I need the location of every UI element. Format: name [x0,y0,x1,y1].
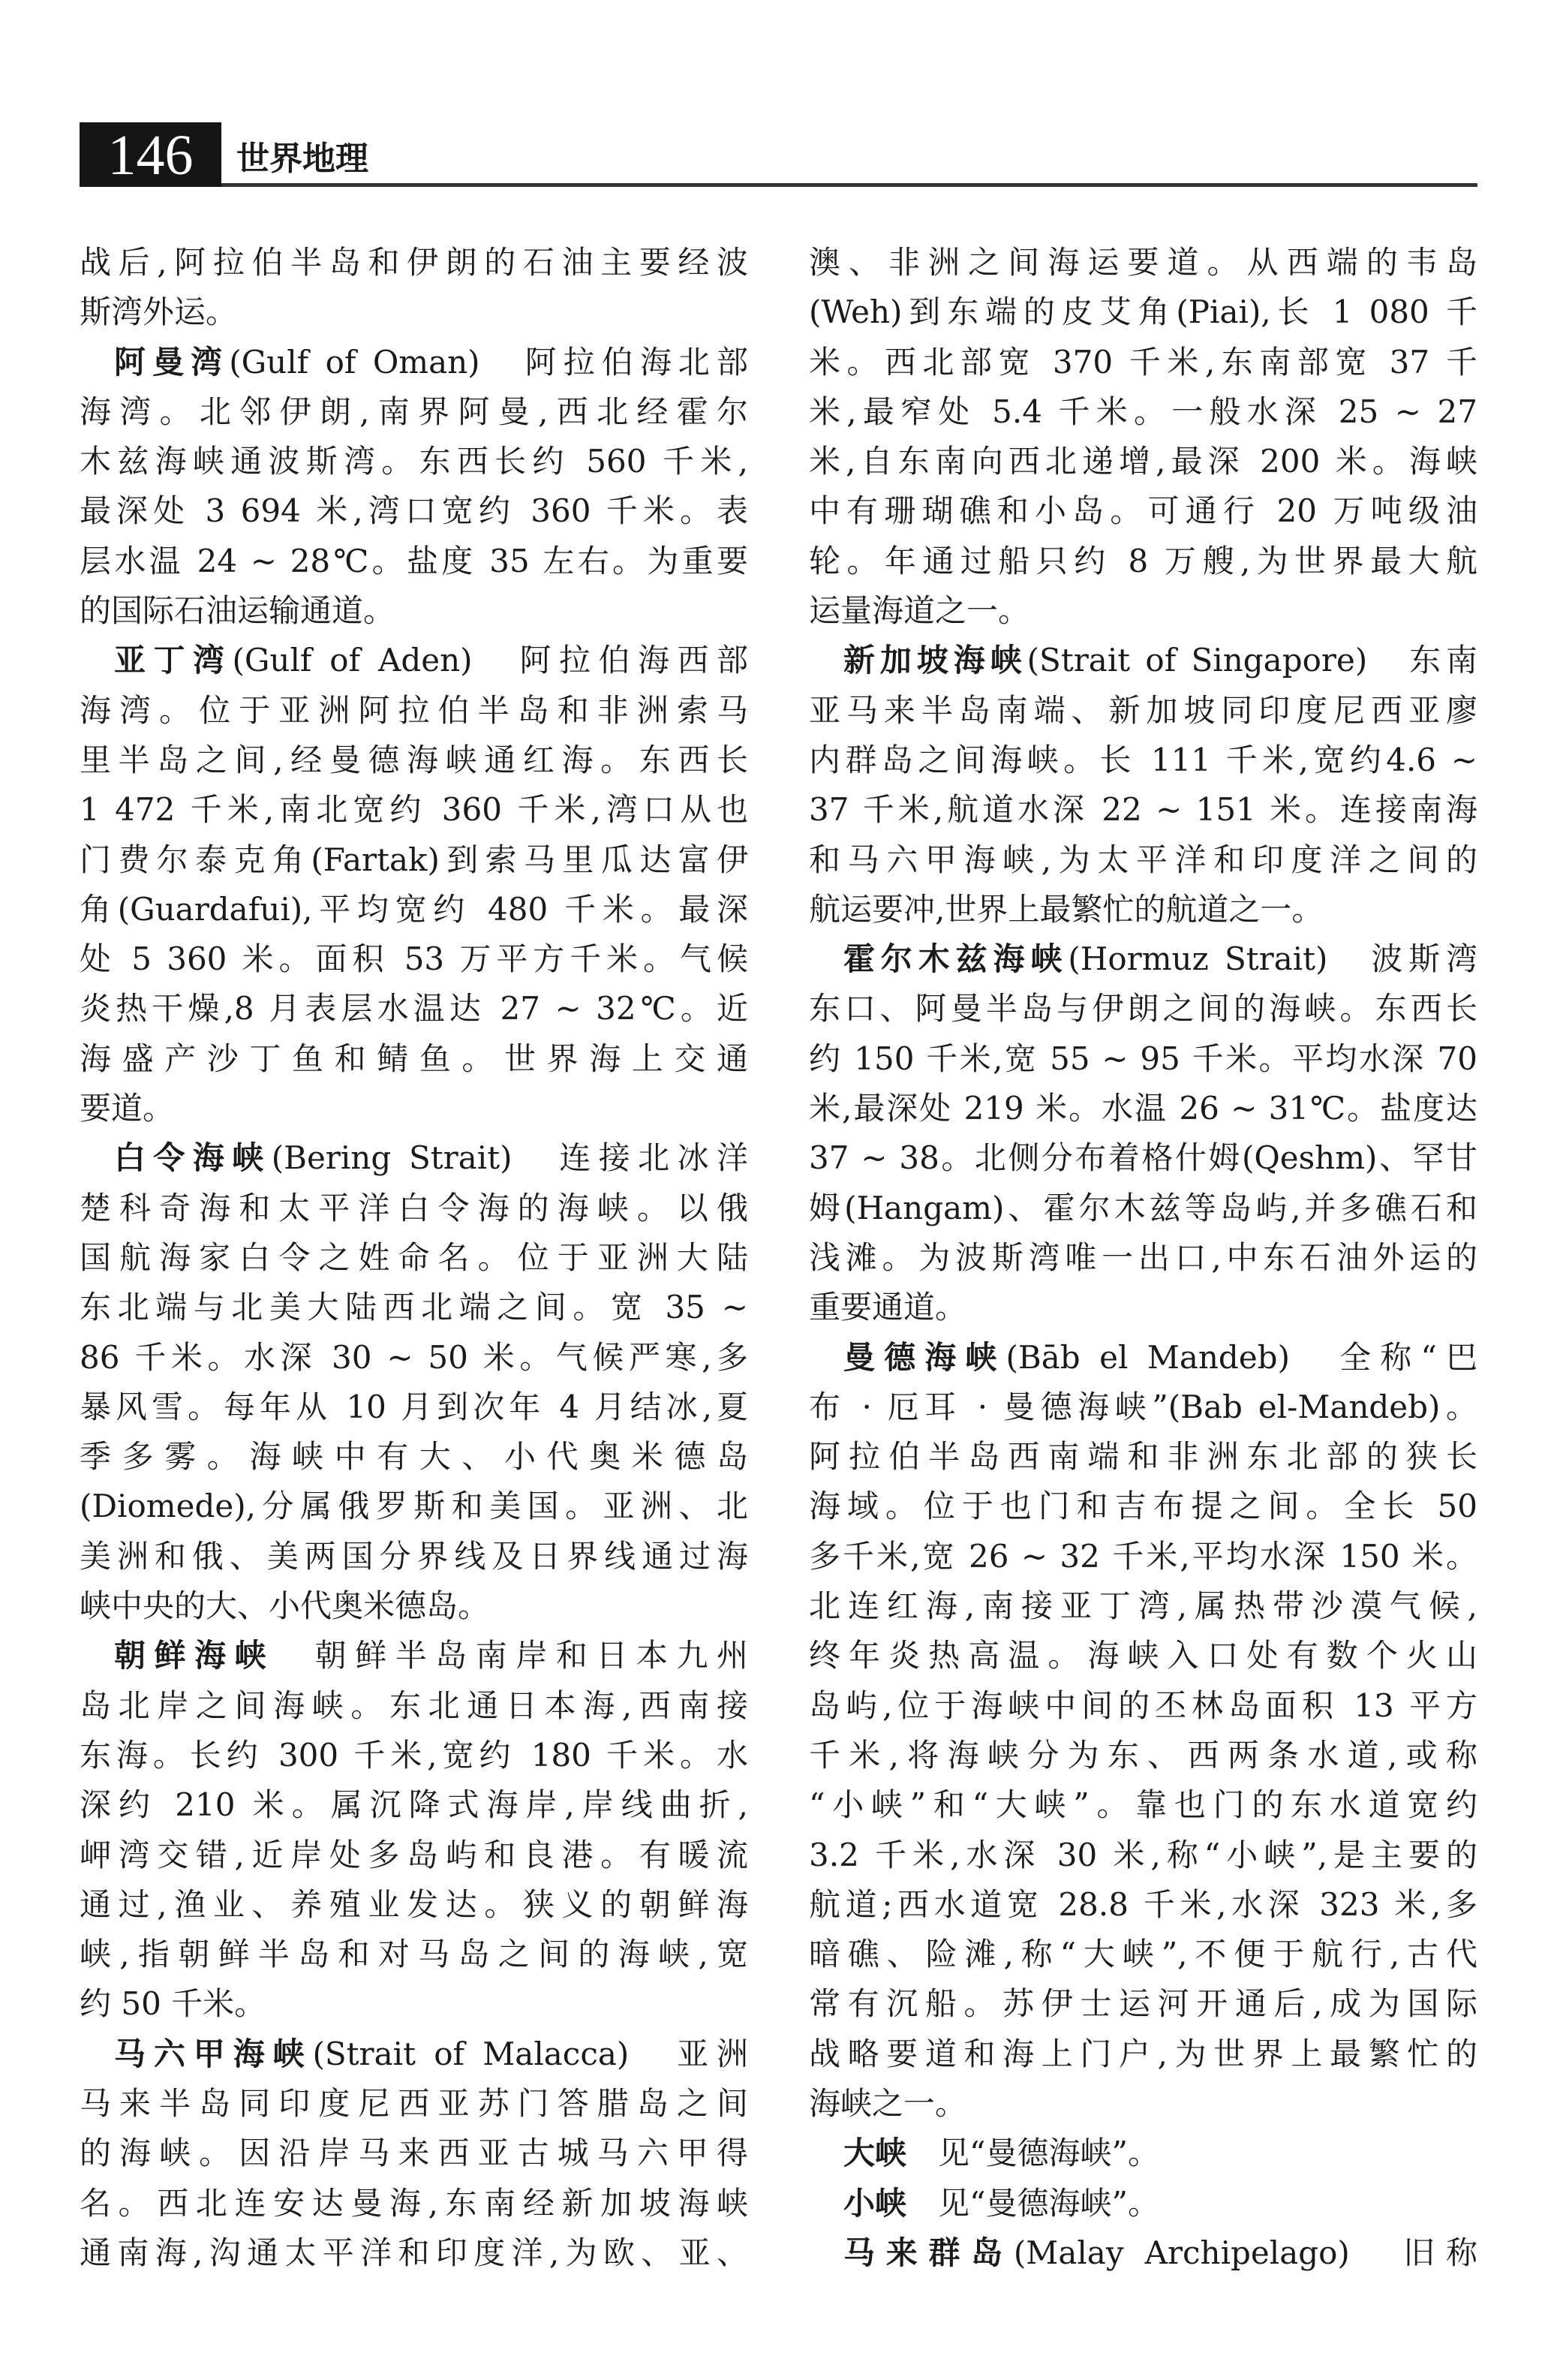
text-line [80,1631,748,1680]
line-text: 处 5 360 米。面积 53 万平方千米。气候 [80,940,748,978]
line-text: 米。西北部宽 370 千米,东南部宽 37 千 [809,343,1477,381]
line-text: 米,自东南向西北递增,最深 200 米。海峡 [809,443,1477,480]
text-line [809,1184,1477,1233]
line-text: 暴风雪。每年从 10 月到次年 4 月结冰,夏 [80,1388,748,1425]
entry-term: 曼德海峡 [843,1338,1006,1376]
line-text: 浅滩。为波斯湾唯一出口,中东石油外运的 [809,1238,1477,1276]
text-line [80,1432,748,1482]
line-text: 岛屿,位于海峡中间的丕林岛面积 13 平方 [809,1686,1477,1724]
left-column [80,238,748,2278]
line-text: 的海峡。因沿岸马来西亚古城马六甲得 [80,2135,748,2172]
text-line [80,1333,748,1383]
text-line [809,486,1477,536]
line-text: 运量海道之一。 [809,592,1030,630]
line-text: 海湾。位于亚洲阿拉伯半岛和非洲索马 [80,691,748,729]
line-text: 通过,渔业、养殖业发达。狭义的朝鲜海 [80,1885,748,1923]
text-line [809,636,1477,685]
line-text: 重要通道。 [809,1289,967,1326]
text-line [809,238,1477,287]
line-text: 楚科奇海和太平洋白令海的海峡。以俄 [80,1189,748,1226]
entry-paragraph [809,636,1477,934]
text-line [80,984,748,1034]
entry-paragraph [809,2179,1477,2228]
line-text: 约 150 千米,宽 55 ~ 95 千米。平均水深 70 [809,1040,1477,1077]
entry-term: 朝鲜海峡 [114,1637,275,1674]
text-line [80,238,748,287]
line-text: 峡中央的大、小代奥米德岛。 [80,1587,490,1625]
text-line [809,686,1477,736]
line-text: 里半岛之间,经曼德海峡通红海。东西长 [80,741,748,778]
entry-paragraph [80,2029,748,2278]
entry-paragraph [809,2129,1477,2178]
line-text: 阿拉伯半岛西南端和非洲东北部的狭长 [809,1438,1477,1476]
text-line [80,1184,748,1233]
entry-paragraph [80,636,748,1133]
line-text: 深约 210 米。属沉降式海岸,岸线曲折, [80,1786,748,1824]
line-text: 米,最窄处 5.4 千米。一般水深 25 ~ 27 [809,393,1477,430]
text-line [80,1233,748,1283]
text-line [809,2179,1477,2228]
line-text: 门费尔泰克角(Fartak)到索马里瓜达富伊 [80,841,748,878]
entry-term: 小峡 [843,2184,907,2222]
line-text: 姆(Hangam)、霍尔木兹等岛屿,并多礁石和 [809,1189,1477,1226]
text-line [80,1780,748,1830]
text-line [80,1133,748,1183]
line-text: 斯湾外运。 [80,293,238,331]
line-text: 见“曼德海峡”。 [906,2184,1159,2222]
text-line [809,2129,1477,2178]
text-line [80,636,748,685]
text-line [809,1930,1477,1979]
line-text: (Weh)到东端的皮艾角(Piai),长 1 080 千 [809,293,1477,331]
text-line [809,1333,1477,1383]
text-line [809,1133,1477,1183]
text-line [80,1831,748,1880]
line-text: 峡,指朝鲜半岛和对马岛之间的海峡,宽 [80,1936,748,1973]
text-line [809,1084,1477,1133]
text-line [80,586,748,636]
line-text: 国航海家白令之姓命名。位于亚洲大陆 [80,1238,748,1276]
text-line [80,1532,748,1581]
line-text: 澳、非洲之间海运要道。从西端的韦岛 [809,244,1477,281]
line-text: 东海。长约 300 千米,宽约 180 千米。水 [80,1736,748,1774]
text-line [809,1581,1477,1631]
text-line [809,785,1477,835]
text-line [80,1581,748,1631]
text-line [80,1383,748,1432]
text-line [80,1034,748,1084]
text-line [80,486,748,536]
text-line [80,537,748,586]
text-line [809,1631,1477,1680]
page-number: 146 [107,124,194,187]
entry-term: 大峡 [843,2135,907,2172]
text-line [809,934,1477,984]
line-text: 终年炎热高温。海峡入口处有数个火山 [809,1637,1477,1674]
entry-term: 新加坡海峡 [843,642,1027,679]
entry-term: 霍尔木兹海峡 [843,940,1069,978]
text-line [809,2079,1477,2129]
line-text: 岛北岸之间海峡。东北通日本海,西南接 [80,1686,748,1724]
line-text: 要道。 [80,1090,175,1127]
text-line [809,1283,1477,1332]
text-line [80,387,748,437]
text-line [809,387,1477,437]
text-line [80,2179,748,2228]
line-text: 中有珊瑚礁和小岛。可通行 20 万吨级油 [809,492,1477,530]
line-text: 马来半岛同印度尼西亚苏门答腊岛之间 [80,2084,748,2122]
entry-term: 白令海峡 [114,1139,272,1177]
text-line [80,2129,748,2178]
entry-paragraph [809,2228,1477,2278]
text-line [809,338,1477,387]
line-text: 多千米,宽 26 ~ 32 千米,平均水深 150 米。 [809,1537,1477,1575]
line-text: 37 千米,航道水深 22 ~ 151 米。连接南海 [809,791,1477,829]
line-text: 名。西北连安达曼海,东南经新加坡海峡 [80,2184,748,2222]
text-line [80,1880,748,1930]
line-text: (Strait of Malacca) 亚洲 [312,2035,748,2072]
line-text: 通南海,沟通太平洋和印度洋,为欧、亚、 [80,2234,748,2271]
line-text: 战略要道和海上门户,为世界上最繁忙的 [809,2035,1477,2072]
line-text: 航运要冲,世界上最繁忙的航道之一。 [809,890,1324,928]
entry-paragraph [80,1631,748,2029]
text-line [80,934,748,984]
text-line [80,437,748,486]
text-line [809,586,1477,636]
line-text: 1 472 千米,南北宽约 360 千米,湾口从也 [80,791,748,829]
line-text: 千米,将海峡分为东、西两条水道,或称 [809,1736,1477,1774]
text-line [809,1532,1477,1581]
text-line [80,1283,748,1332]
text-line [80,686,748,736]
text-line [809,1482,1477,1531]
line-text: 美洲和俄、美两国分界线及日界线通过海 [80,1537,748,1575]
line-text: 见“曼德海峡”。 [906,2135,1159,2172]
running-header-title: 世界地理 [236,140,368,178]
line-text: (Bāb el Mandeb) 全称“巴 [1005,1338,1477,1376]
line-text: 内群岛之间海峡。长 111 千米,宽约4.6 ~ [809,741,1477,778]
line-text: 和马六甲海峡,为太平洋和印度洋之间的 [809,841,1477,878]
line-text: 角(Guardafui),平均宽约 480 千米。最深 [80,890,748,928]
text-line [809,1831,1477,1880]
entry-paragraph [80,338,748,636]
text-line [80,885,748,934]
line-text: 的国际石油运输通道。 [80,592,395,630]
text-line [809,287,1477,337]
line-text: 3.2 千米,水深 30 米,称“小峡”,是主要的 [809,1836,1477,1873]
header-rule [221,183,1477,187]
continued-paragraph [80,238,748,338]
line-text: (Bering Strait) 连接北冰洋 [271,1139,748,1177]
line-text: 东北端与北美大陆西北端之间。宽 35 ~ [80,1289,748,1326]
page-number-block [80,122,221,187]
text-line [80,2079,748,2129]
text-line [80,1731,748,1780]
text-line [809,437,1477,486]
line-text: (Gulf of Aden) 阿拉伯海西部 [232,642,748,679]
line-text: 海盛产沙丁鱼和鲭鱼。世界海上交通 [80,1040,748,1077]
text-line [809,835,1477,885]
line-text: “小峡”和“大峡”。靠也门的东水道宽约 [809,1786,1477,1824]
text-line [809,885,1477,934]
text-line [80,287,748,337]
line-text: 海峡之一。 [809,2084,967,2122]
text-line [80,785,748,835]
entry-paragraph [80,1133,748,1631]
text-line [809,1034,1477,1084]
line-text: 岬湾交错,近岸处多岛屿和良港。有暖流 [80,1836,748,1873]
entry-term: 阿曼湾 [114,343,230,381]
text-line [809,2029,1477,2079]
line-text: 86 千米。水深 30 ~ 50 米。气候严寒,多 [80,1338,748,1376]
text-line [80,1979,748,2029]
right-column [809,238,1477,2278]
line-text: (Diomede),分属俄罗斯和美国。亚洲、北 [80,1488,748,1525]
line-text: 北连红海,南接亚丁湾,属热带沙漠气候, [809,1587,1477,1625]
text-line [809,1681,1477,1731]
line-text: 暗礁、险滩,称“大峡”,不便于航行,古代 [809,1936,1477,1973]
text-line [80,1681,748,1731]
text-line [80,736,748,785]
line-text: 炎热干燥,8 月表层水温达 27 ~ 32℃。近 [80,990,748,1028]
line-text: 木兹海峡通波斯湾。东西长约 560 千米, [80,443,748,480]
line-text: 最深处 3 694 米,湾口宽约 360 千米。表 [80,492,748,530]
entry-term: 马来群岛 [843,2234,1014,2271]
text-line [80,1482,748,1531]
entry-paragraph [809,1333,1477,2129]
line-text: (Gulf of Oman) 阿拉伯海北部 [229,343,748,381]
text-line [809,2228,1477,2278]
text-line [80,2029,748,2079]
text-line [809,736,1477,785]
line-text: (Strait of Singapore) 东南 [1026,642,1477,679]
line-text: 轮。年通过船只约 8 万艘,为世界最大航 [809,542,1477,579]
text-line [809,984,1477,1034]
text-line [809,1780,1477,1830]
line-text: 常有沉船。苏伊士运河开通后,成为国际 [809,1985,1477,2023]
text-line [809,537,1477,586]
line-text: 战后,阿拉伯半岛和伊朗的石油主要经波 [80,244,748,281]
text-line [809,1383,1477,1432]
entry-paragraph [809,934,1477,1332]
text-line [80,1084,748,1133]
text-line [809,1731,1477,1780]
entry-term: 马六甲海峡 [114,2035,313,2072]
line-text: 层水温 24 ~ 28℃。盐度 35 左右。为重要 [80,542,748,579]
line-text: 37 ~ 38。北侧分布着格什姆(Qeshm)、罕甘 [809,1139,1477,1177]
line-text: (Hormuz Strait) 波斯湾 [1068,940,1477,978]
line-text: 海湾。北邻伊朗,南界阿曼,西北经霍尔 [80,393,748,430]
text-line [80,338,748,387]
line-text: 亚马来半岛南端、新加坡同印度尼西亚廖 [809,691,1477,729]
line-text: 约 50 千米。 [80,1985,266,2023]
line-text: 朝鲜半岛南岸和日本九州 [275,1637,748,1674]
line-text: 布 · 厄耳 · 曼德海峡”(Bab el-Mandeb)。 [809,1388,1477,1425]
text-line [80,2228,748,2278]
entry-term: 亚丁湾 [114,642,233,679]
line-text: 航道;西水道宽 28.8 千米,水深 323 米,多 [809,1885,1477,1923]
text-line [809,1233,1477,1283]
line-text: 季多雾。海峡中有大、小代奥米德岛 [80,1438,748,1476]
line-text: 东口、阿曼半岛与伊朗之间的海峡。东西长 [809,990,1477,1028]
text-line [809,1432,1477,1482]
line-text: 米,最深处 219 米。水温 26 ~ 31℃。盐度达 [809,1090,1477,1127]
line-text: 海域。位于也门和吉布提之间。全长 50 [809,1488,1477,1525]
text-line [80,1930,748,1979]
text-line [809,1979,1477,2029]
text-line [80,835,748,885]
continued-paragraph [809,238,1477,636]
text-line [809,1880,1477,1930]
line-text: (Malay Archipelago) 旧称 [1013,2234,1477,2271]
